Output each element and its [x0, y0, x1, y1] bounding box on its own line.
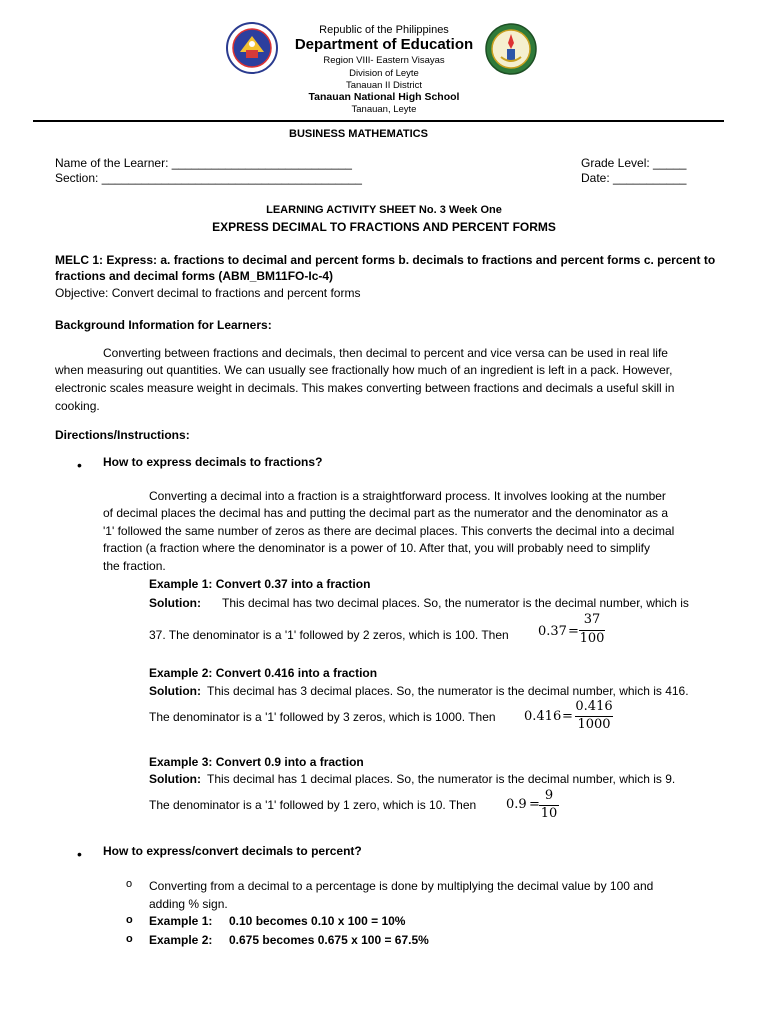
example-1-denominator: 100 [579, 631, 605, 646]
example-1-title: Example 1: Convert 0.37 into a fraction [149, 577, 371, 591]
example-3-line-1: This decimal has 1 decimal places. So, the numerator is the decimal number, which is 9. [207, 772, 676, 786]
sub-bullet-circle-icon: o [126, 914, 133, 926]
para1-line-2: of decimal places the decimal has and putting the decimal part as the numerator and the denominator as a [103, 506, 669, 520]
school-name: Tanauan National High School [308, 91, 460, 103]
district-text: Tanauan II District [345, 80, 423, 91]
example-2-line-2: The denominator is a '1' followed by 3 zeros, which is 1000. Then [149, 710, 496, 724]
example-3-fraction [506, 788, 562, 824]
percent-example-2-text: 0.675 becomes 0.675 x 100 = 67.5% [229, 933, 429, 947]
bullet-decimals-to-fractions: How to express decimals to fractions? [103, 455, 323, 469]
equals-sign: = [568, 624, 579, 639]
percent-example-2-label: Example 2: [149, 933, 213, 947]
example-2-numerator: 0.416 [575, 699, 613, 714]
sub-bullet-circle-icon: o [126, 878, 133, 890]
header-divider [33, 120, 724, 122]
republic-text: Republic of the Philippines [319, 24, 449, 36]
example-2-fraction [524, 699, 614, 735]
para1-line-1: Converting a decimal into a fraction is a straightforward process. It involves looking at the number [149, 489, 666, 503]
town-text: Tanauan, Leyte [351, 104, 417, 115]
equals-sign: = [562, 709, 573, 724]
example-1-line-1: This decimal has two decimal places. So, the numerator is the decimal number, which is [222, 596, 689, 610]
example-2-solution-label: Solution: [149, 684, 201, 698]
division-text: Division of Leyte [349, 68, 419, 79]
sheet-title: LEARNING ACTIVITY SHEET No. 3 Week One [266, 204, 502, 216]
example-2-lhs: 0.416 [524, 709, 562, 724]
section-field-label: Section: _______________________________________ [55, 171, 362, 185]
para1-line-5: the fraction. [103, 559, 166, 573]
background-line-3: electronic scales measure weight in decimals. This makes converting between fractions and decimals a useful skill in [55, 381, 675, 395]
grade-field-label: Grade Level: _____ [581, 156, 687, 170]
example-3-solution-label: Solution: [149, 772, 201, 786]
background-line-1: Converting between fractions and decimals, then decimal to percent and vice versa can be used in real life [103, 346, 668, 360]
bullet-decimals-to-percent: How to express/convert decimals to percent? [103, 844, 362, 858]
equals-sign: = [529, 797, 540, 812]
example-3-line-2: The denominator is a '1' followed by 1 zero, which is 10. Then [149, 798, 477, 812]
sub-bullet-line-1: Converting from a decimal to a percentage is done by multiplying the decimal value by 100 and [149, 879, 654, 893]
sub-bullet-circle-icon: o [126, 933, 133, 945]
example-1-line-2: 37. The denominator is a '1' followed by 2 zeros, which is 100. Then [149, 628, 509, 642]
example-3-numerator: 9 [544, 788, 554, 803]
sub-bullet-line-2: adding % sign. [149, 897, 228, 911]
name-field-label: Name of the Learner: ___________________________ [55, 156, 352, 170]
bullet-dot-icon: • [77, 846, 82, 862]
example-1-lhs: 0.37 [538, 624, 567, 639]
example-1-numerator: 37 [583, 612, 601, 627]
example-3-title: Example 3: Convert 0.9 into a fraction [149, 755, 364, 769]
department-name: Department of Education [294, 36, 474, 53]
example-2-title: Example 2: Convert 0.416 into a fraction [149, 666, 378, 680]
bullet-dot-icon: • [77, 457, 82, 473]
date-field-label: Date: ___________ [581, 171, 687, 185]
melc-line-1: MELC 1: Express: a. fractions to decimal and percent forms b. decimals to fractions and percent forms c. percent to [55, 253, 716, 267]
background-line-4: cooking. [55, 399, 100, 413]
example-2-denominator: 1000 [577, 717, 611, 732]
example-3-denominator: 10 [540, 806, 558, 821]
para1-line-3: '1' followed the same number of zeros as there are decimal places. This converts the decimal into a decimal [103, 524, 675, 538]
directions-heading: Directions/Instructions: [55, 428, 190, 442]
example-1-solution-label: Solution: [149, 596, 201, 610]
region-text: Region VIII- Eastern Visayas [323, 55, 445, 66]
example-1-fraction [538, 612, 608, 648]
percent-example-1-label: Example 1: [149, 914, 213, 928]
percent-example-1-text: 0.10 becomes 0.10 x 100 = 10% [229, 914, 406, 928]
background-line-2: when measuring out quantities. We can usually see fractionally how much of an ingredient is left in a pack. However, [55, 363, 673, 377]
objective-text: Objective: Convert decimal to fractions and percent forms [55, 286, 361, 300]
subject-title: BUSINESS MATHEMATICS [289, 128, 428, 140]
background-heading: Background Information for Learners: [55, 318, 272, 332]
example-2-line-1: This decimal has 3 decimal places. So, the numerator is the decimal number, which is 416. [207, 684, 689, 698]
para1-line-4: fraction (a fraction where the denominator is a power of 10. After that, you will probably need to simplify [103, 541, 650, 555]
sheet-subtitle: EXPRESS DECIMAL TO FRACTIONS AND PERCENT FORMS [212, 220, 556, 234]
example-3-lhs: 0.9 [506, 797, 527, 812]
melc-line-2: fractions and decimal forms (ABM_BM11FO-Ic-4) [55, 269, 334, 283]
